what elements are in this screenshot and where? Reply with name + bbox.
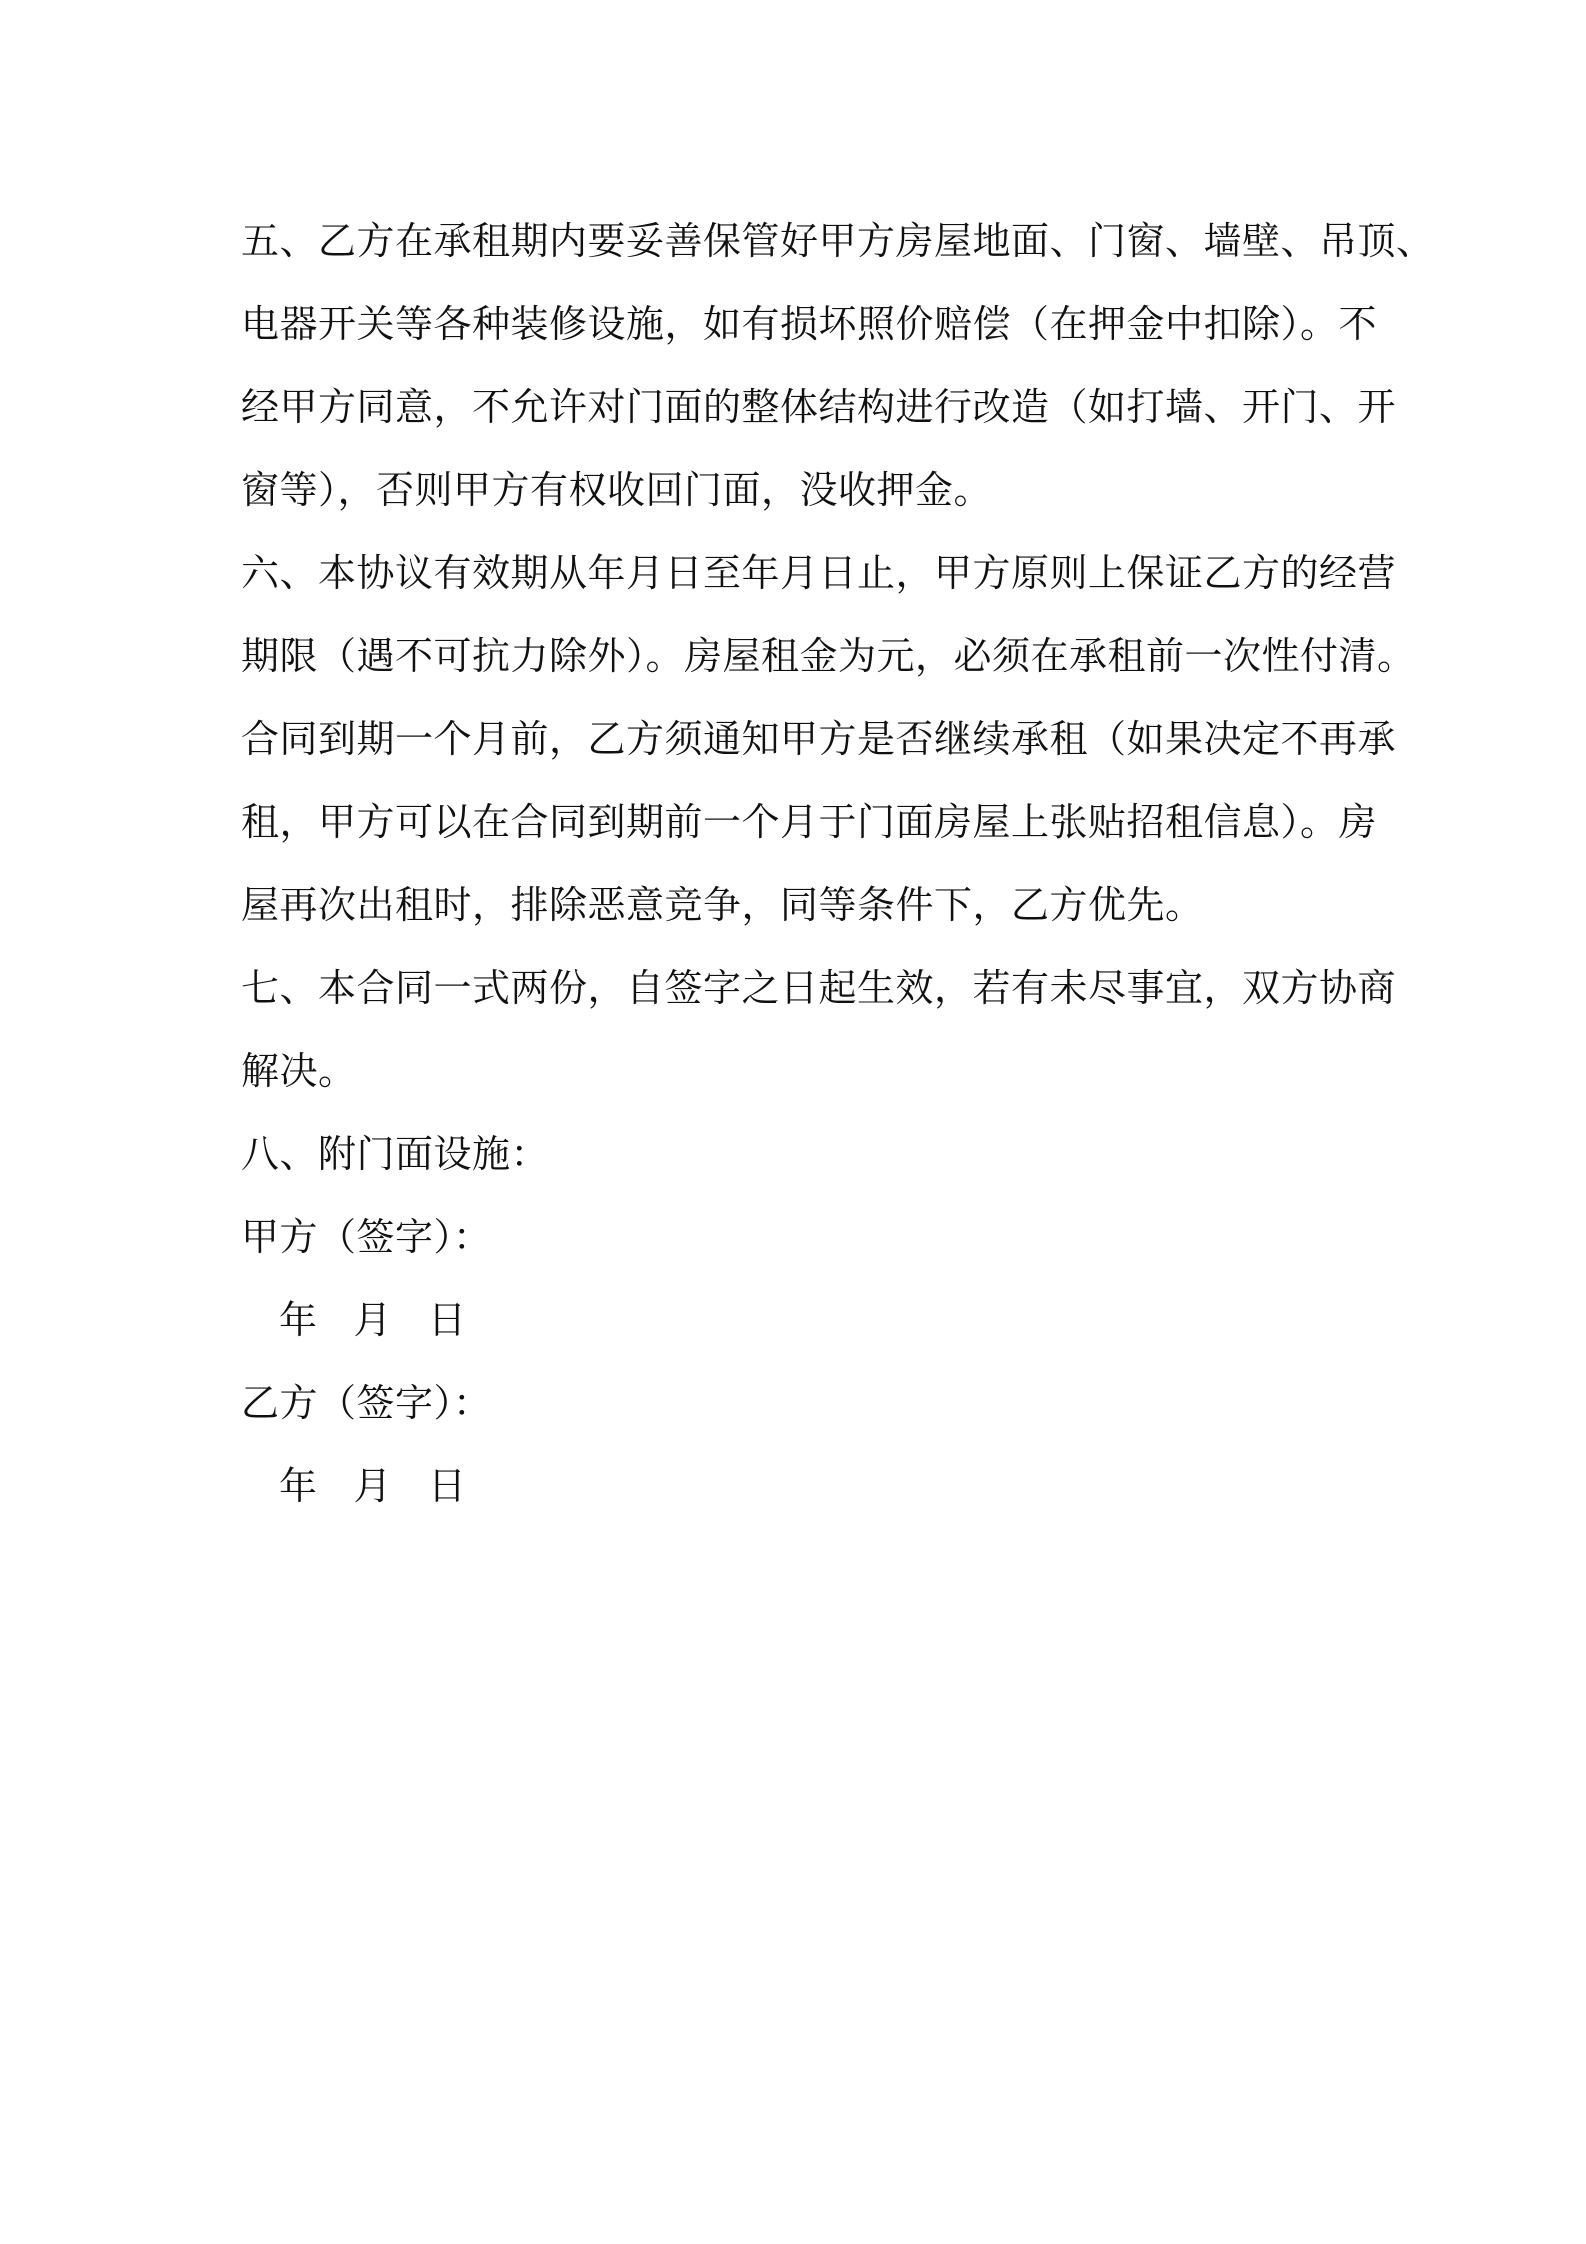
clause-6-line-5: 屋再次出租时，排除恶意竞争，同等条件下，乙方优先。 [241, 883, 1204, 927]
clause-6-line-2: 期限（遇不可抗力除外）。房屋租金为元，必须在承租前一次性付清。 [241, 634, 1416, 678]
clause-8-line-1: 八、附门面设施： [241, 1132, 550, 1176]
clause-7-line-1: 七、本合同一式两份，自签字之日起生效，若有未尽事宜，双方协商 [241, 966, 1397, 1010]
party-a-date [241, 1279, 1361, 1362]
clause-6-line-3: 合同到期一个月前，乙方须通知甲方是否继续承租（如果决定不再承 [241, 717, 1397, 761]
party-b-date-day: 日 [428, 1464, 467, 1508]
party-b-date-year: 年 [279, 1464, 318, 1508]
party-b-signature-label: 乙方（签字）： [241, 1381, 492, 1425]
clause-5-line-1: 五、乙方在承租期内要妥善保管好甲方房屋地面、门窗、墙壁、吊顶、 [241, 219, 1435, 263]
clause-6-line-4: 租，甲方可以在合同到期前一个月于门面房屋上张贴招租信息）。房 [241, 800, 1378, 844]
party-b-date [241, 1445, 1361, 1528]
clause-5-line-2: 电器开关等各种装修设施，如有损坏照价赔偿（在押金中扣除）。不 [241, 302, 1378, 346]
party-b-date-month: 月 [353, 1464, 393, 1508]
party-a-date-year: 年 [279, 1298, 318, 1342]
party-a-date-month: 月 [353, 1298, 393, 1342]
party-a-signature-label: 甲方（签字）： [241, 1215, 492, 1259]
clause-5-line-3: 经甲方同意，不允许对门面的整体结构进行改造（如打墙、开门、开 [241, 385, 1397, 429]
clause-6-line-1: 六、本协议有效期从年月日至年月日止，甲方原则上保证乙方的经营 [241, 551, 1397, 595]
clause-5-line-4: 窗等），否则甲方有权收回门面，没收押金。 [241, 468, 993, 512]
contract-body [241, 200, 1435, 1528]
clause-7-line-2: 解决。 [241, 1049, 357, 1093]
party-a-date-day: 日 [428, 1298, 467, 1342]
